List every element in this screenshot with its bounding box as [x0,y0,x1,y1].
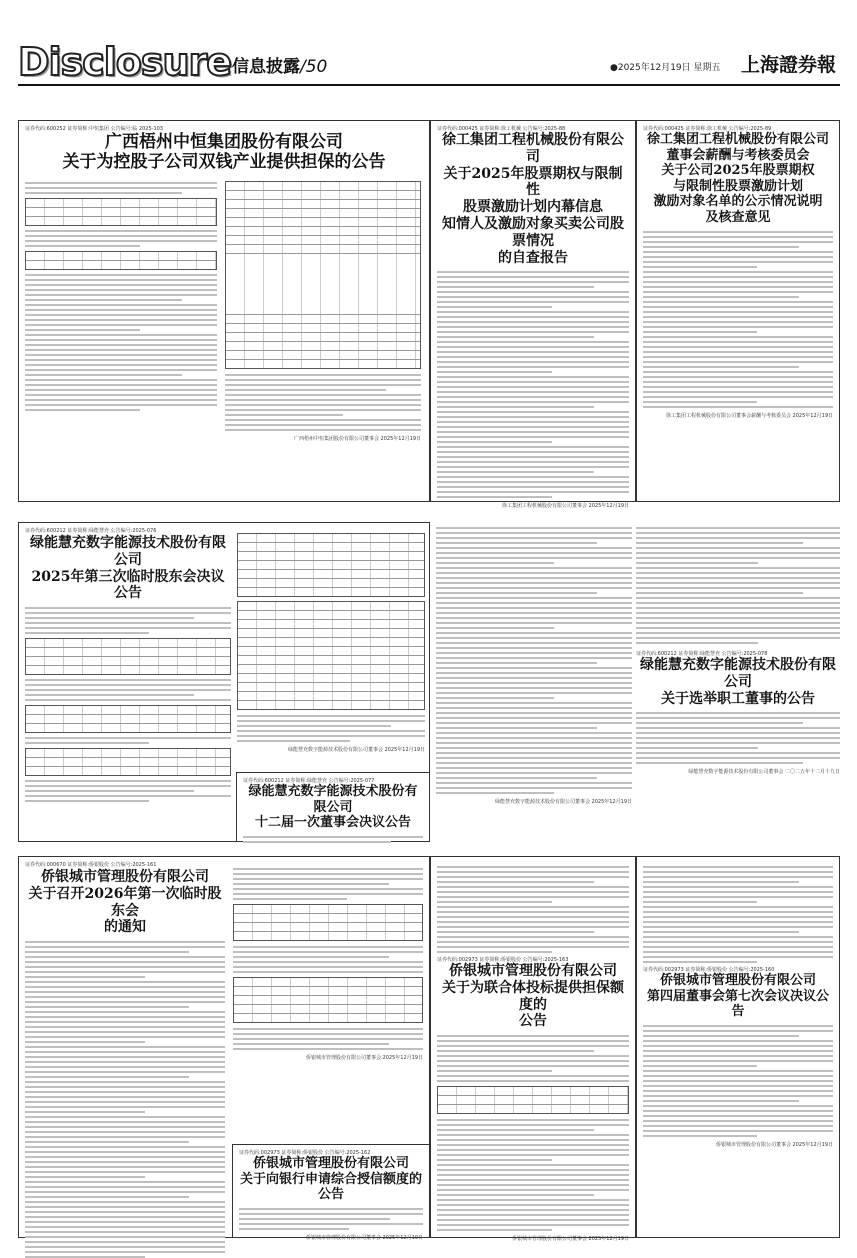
article-title [437,132,629,266]
title-line: 激励对象名单的公示情况说明 [653,194,823,210]
section-name: 信息披露 [232,57,300,77]
title-line: 侨银城市管理股份有限公司 [252,1156,409,1171]
election-table [237,533,425,597]
title-line: 徐工集团工程机械股份有限公司 [442,132,624,165]
issue-date: ●2025年12月19日 星期五 [610,63,721,73]
body-text [636,712,840,764]
director-vote-table [237,601,425,710]
proxy-vote-table [233,977,423,1023]
title-line: 关于为控股子公司双钱产业提供担保的公告 [62,152,386,173]
article-signature: 侨银城市管理股份有限公司董事会 2025年12月19日 [305,1234,423,1241]
body-text [225,374,421,431]
title-line: 侨银城市管理股份有限公司 [41,869,209,885]
section-logo: Disclosure [18,40,232,84]
text-column [25,869,225,1233]
body-text [233,946,423,973]
masthead [18,42,840,86]
attendance-table [25,638,231,675]
company-info-table [225,181,421,369]
body-text [239,1208,423,1230]
voting-table [25,748,231,776]
proposal-table [233,904,423,941]
title-line: 关于2025年股票期权与限制性 [443,165,623,199]
body-text [643,1025,833,1137]
article-qiaoyin-board-resolution [636,856,840,1238]
article-code: 证券代码:600212 证券简称:绿能慧充 公告编号:2025-078 [636,651,768,657]
article-code: 证券代码:000670 证券简称:侨银股份 公告编号:2025-161 [25,862,157,868]
article-code: 证券代码:002973 证券简称:侨银股份 公告编号:2025-162 [239,1150,371,1156]
summary-table [25,251,217,270]
article-qiaoyin-bank-credit [232,1144,430,1241]
body-text [25,941,225,1258]
title-line: 董事会薪酬与考核委员会 [666,147,810,163]
article-title [25,535,231,602]
text-column [436,522,632,842]
body-text [437,866,629,953]
title-line: 的通知 [104,919,146,936]
title-line: 绿能慧充数字能源技术股份有限公司 [30,535,226,568]
text-column [25,535,231,835]
guarantee-table [25,198,217,226]
article-signature: 侨银城市管理股份有限公司董事会 2025年12月19日 [715,1141,833,1148]
article-qiaoyin-consortium-guarantee [430,856,636,1243]
title-line: 的自查报告 [498,249,568,266]
article-xcmg-committee-opinion [636,120,840,502]
voting-table [25,705,231,733]
newspaper-brand: 上海證券報 [740,54,836,76]
title-line: 公告 [519,1013,547,1030]
guarantee-amount-table [437,1086,629,1114]
title-line: 侨银城市管理股份有限公司 [449,963,617,979]
title-line: 与限制性股票激励计划 [672,178,803,194]
body-text [643,866,833,963]
body-text [25,607,231,802]
title-line: 关于选举职工董事的公告 [661,690,815,707]
text-column [237,529,425,769]
title-line: 2025年第三次临时股东会决议公告 [31,568,225,602]
text-column [225,177,421,497]
article-xcmg-insider-report [430,120,636,510]
title-line: 股票激励计划内幕信息 [463,199,603,216]
title-line: 关于召开2026年第一次临时股东会 [28,885,222,919]
body-text [437,1119,629,1231]
article-lvneng-board-resolution [236,772,430,842]
title-line: 绿能慧充数字能源技术股份有限公司 [640,657,836,690]
page-number: /50 [300,57,328,77]
article-signature: 侨银城市管理股份有限公司董事会 2025年12月19日 [511,1236,629,1243]
body-text [237,715,425,742]
title-line: 广西梧州中恒集团股份有限公司 [105,132,343,152]
article-code: 证券代码:000425 证券简称:徐工机械 公告编号:2025-88 [437,126,566,132]
article-title [25,869,225,936]
article-title [243,784,423,831]
article-title [636,657,840,707]
body-text [233,868,423,900]
title-line: 徐工集团工程机械股份有限公司 [646,132,829,147]
text-column [233,863,423,1113]
article-code: 证券代码:002973 证券简称:侨银股份 公告编号:2025-163 [437,957,569,963]
title-line: 绿能慧充数字能源技术股份有限公司 [248,784,418,815]
article-title [643,132,833,226]
body-text [25,182,217,411]
title-line: 关于为联合体投标提供担保额度的 [442,979,624,1013]
article-signature: 绿能慧充数字能源技术股份有限公司董事会 2025年12月19日 [287,747,425,753]
article-signature: 绿能慧充数字能源技术股份有限公司董事会 二〇二五年十二月十九日 [688,769,840,776]
article-signature: 广西梧州中恒集团股份有限公司董事会 2025年12月19日 [293,436,421,442]
article-signature: 徐工集团工程机械股份有限公司董事会 2025年12月19日 [501,503,629,510]
body-text [636,527,840,644]
title-line: 十二届一次董事会决议公告 [254,815,411,831]
body-text [643,231,833,408]
article-code: 证券代码:000425 证券简称:徐工机械 公告编号:2025-89 [643,126,772,132]
title-line: 关于向银行申请综合授信额度的公告 [239,1171,422,1203]
text-column [25,177,217,497]
section-title [232,52,327,77]
article-signature: 绿能慧充数字能源技术股份有限公司董事会 2025年12月19日 [494,799,632,805]
body-text [437,1035,629,1082]
article-lvneng-employee-director [636,522,840,842]
article-title [437,963,629,1030]
article-code: 证券代码:600212 证券简称:绿能慧充 公告编号:2025-076 [25,528,157,534]
body-text [243,836,423,843]
title-line: 第四届董事会第七次会议决议公告 [646,988,829,1020]
title-line: 关于公司2025年股票期权 [661,163,815,179]
article-code: 证券代码:600252 证券简称:中恒集团 公告编号:临 2025-103 [25,126,163,132]
title-line: 及核查意见 [705,209,771,225]
article-title [239,1156,423,1203]
article-signature: 侨银城市管理股份有限公司董事会 2025年12月19日 [305,1055,423,1061]
article-title [25,132,423,173]
body-text [233,1028,423,1050]
article-signature: 徐工集团工程机械股份有限公司董事会薪酬与考核委员会 2025年12月19日 [665,412,833,419]
body-text [437,271,629,498]
article-code: 证券代码:600212 证券简称:绿能慧充 公告编号:2025-077 [243,778,375,784]
article-code: 证券代码:002973 证券简称:侨银股份 公告编号:2025-160 [643,967,775,973]
body-text [436,527,632,794]
title-line: 知情人及激励对象买卖公司股票情况 [442,215,624,249]
article-title [643,973,833,1020]
title-line: 侨银城市管理股份有限公司 [659,973,816,988]
article-zhongheng-guarantee [18,120,430,502]
